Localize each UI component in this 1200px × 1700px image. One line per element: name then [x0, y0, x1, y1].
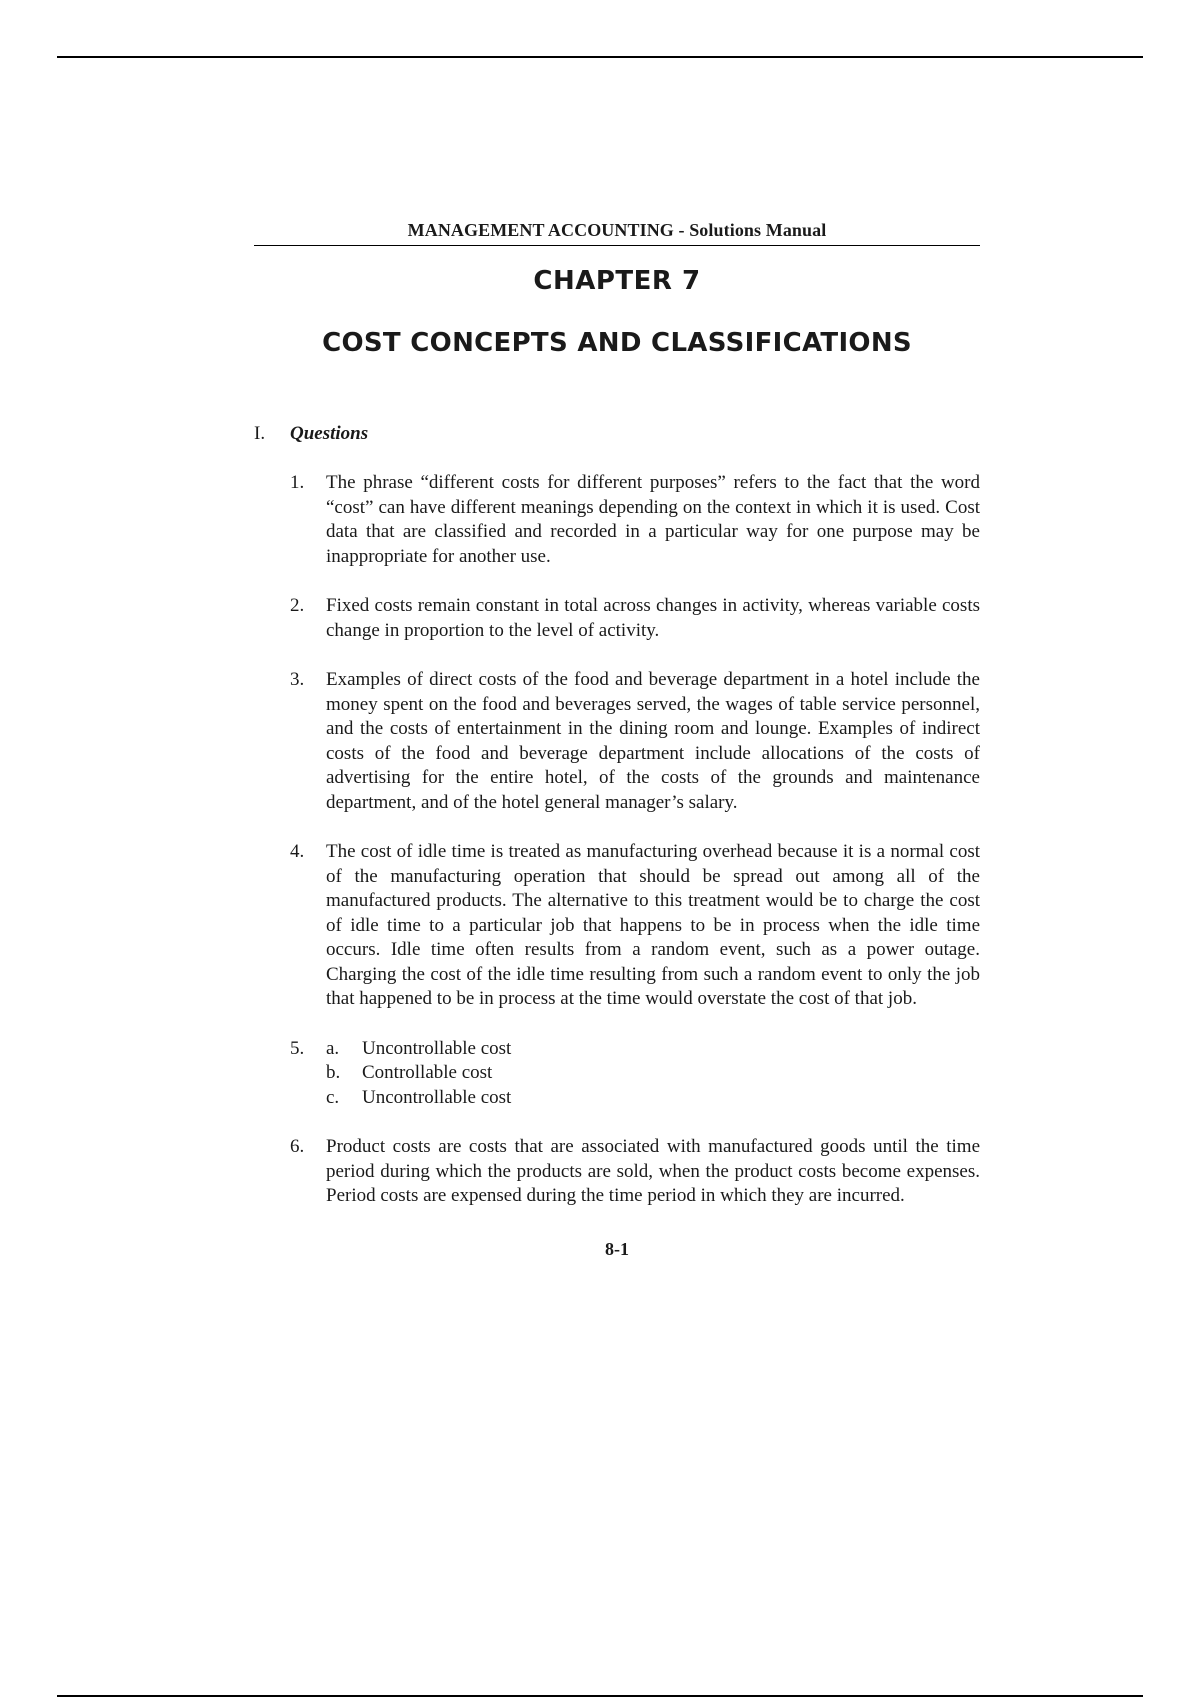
section-title: Questions	[290, 423, 369, 444]
document-page	[254, 220, 980, 1260]
question-item	[290, 1135, 980, 1209]
question-number: 3.	[290, 669, 305, 690]
question-number: 6.	[290, 1136, 305, 1157]
sublist-letter: b.	[326, 1062, 341, 1083]
question-number: 5.	[290, 1037, 305, 1059]
question-number: 1.	[290, 472, 305, 493]
question-text: The cost of idle time is treated as manufacturing overhead because it is a normal cost of the manufacturing operation that should be spread out among all of the manufactured products. The alternative to this treatment would be to charge the cost of idle time to a particular job that happens to be in process when the idle time occurs. Idle time often results from a random event, such as a power outage. Charging the cost of the idle time resulting from such a random event to only the job that happened to be in process at the time would overstate the cost of that job.	[326, 841, 980, 1009]
question-item	[290, 668, 980, 815]
section-numeral: I.	[254, 423, 266, 444]
sublist-text: Controllable cost	[362, 1062, 493, 1083]
page-top-rule	[57, 56, 1143, 58]
chapter-title: COST CONCEPTS AND CLASSIFICATIONS	[322, 328, 912, 358]
question-item	[290, 594, 980, 643]
sublist-text: Uncontrollable cost	[362, 1086, 512, 1108]
question-number: 4.	[290, 841, 305, 862]
question-item	[290, 471, 980, 569]
sublist-letter: c.	[326, 1086, 340, 1108]
question-text: Fixed costs remain constant in total across changes in activity, whereas variable costs change in proportion to the level of activity.	[326, 595, 980, 641]
sublist-item	[326, 1061, 980, 1086]
sublist-letter: a.	[326, 1037, 340, 1059]
question-item	[290, 840, 980, 1012]
question-text: The phrase “different costs for different purposes” refers to the fact that the word “cost” can have different meanings depending on the context in which it is used. Cost data that are classified and recorded in a particular way for one purpose may be inappropriate for another use.	[326, 472, 980, 567]
question-item	[290, 1037, 980, 1111]
sublist-text: Uncontrollable cost	[362, 1037, 512, 1059]
chapter-number: CHAPTER 7	[533, 266, 701, 296]
sublist-item	[326, 1086, 980, 1111]
question-list	[254, 471, 980, 1209]
page-number: 8-1	[605, 1238, 629, 1259]
section-heading	[254, 423, 980, 445]
question-number: 2.	[290, 595, 305, 616]
answer-sublist	[326, 1037, 980, 1111]
question-text: Product costs are costs that are associated with manufactured goods until the time period during which the products are sold, when the product costs become expenses. Period costs are expensed during the time period in which they are incurred.	[326, 1136, 980, 1206]
question-text: Examples of direct costs of the food and beverage department in a hotel include the money spent on the food and beverages served, the wages of table service personnel, and the costs of entertainment in the dining room and lounge. Examples of indirect costs of the food and beverage department include allocations of the costs of advertising for the entire hotel, of the costs of the grounds and maintenance department, and of the hotel general manager’s salary.	[326, 669, 980, 813]
running-header: MANAGEMENT ACCOUNTING - Solutions Manual	[254, 220, 980, 246]
page-bottom-rule	[57, 1695, 1143, 1697]
sublist-item	[326, 1037, 980, 1062]
